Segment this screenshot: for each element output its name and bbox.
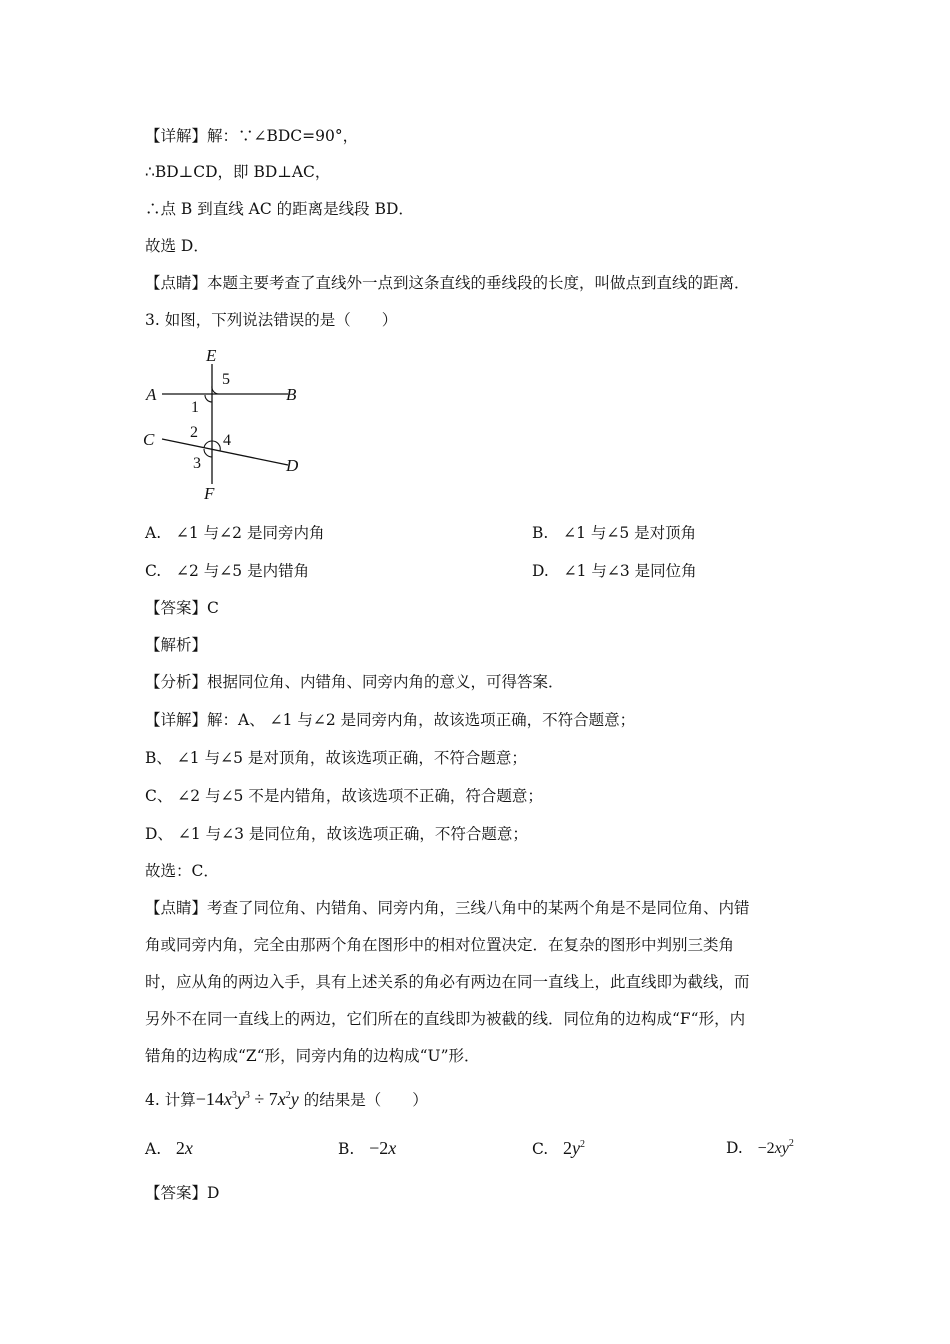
comment-line: 另外不在同一直线上的两边，它们所在的直线即为被截的线．同位角的边构成“F“形，内 — [145, 1010, 746, 1028]
label-1: 1 — [191, 399, 199, 416]
q4-option-d: D. $-2xy^2$ — [726, 1138, 794, 1157]
q4-option-a: A. 2x — [145, 1138, 193, 1158]
text-line: ∴点 B 到直线 AC 的距离是线段 BD． — [145, 200, 414, 218]
detail-line: 【详解】解：A、 ∠1 与∠2 是同旁内角，故该选项正确，不符合题意； — [145, 711, 636, 729]
angle-3-arc — [204, 449, 212, 457]
angle-5-arc — [212, 386, 219, 394]
comment-line: 错角的边构成“Z“形，同旁内角的边构成“U”形． — [145, 1047, 480, 1065]
detail-line: C、 ∠2 与∠5 不是内错角，故该选项不正确，符合题意； — [145, 787, 543, 805]
comment-line: 时，应从角的两边入手，具有上述关系的角必有两边在同一直线上，此直线即为截线，而 — [145, 973, 750, 991]
label-2: 2 — [190, 424, 198, 441]
label-4: 4 — [223, 432, 231, 449]
option-d: D. ∠1 与∠3 是同位角 — [532, 562, 697, 580]
question-4-stem: 4. 计算$-14x^3y^3 \div 7x^2y$ 的结果是（ ） — [145, 1089, 428, 1109]
analysis-heading: 【解析】 — [145, 636, 208, 654]
text-line: ∴BD⊥CD，即 BD⊥AC， — [145, 163, 331, 181]
text-line: 【详解】解：∵∠BDC=90°， — [145, 127, 359, 145]
label-d: D — [286, 456, 299, 475]
question-3-stem: 3. 如图，下列说法错误的是（ ） — [145, 311, 398, 329]
text-line: 【点睛】本题主要考查了直线外一点到这条直线的垂线段的长度，叫做点到直线的距离． — [145, 274, 750, 292]
label-3: 3 — [193, 455, 201, 472]
answer: 【答案】C — [145, 599, 219, 617]
q4-answer: 【答案】D — [145, 1184, 220, 1202]
detail-line: D、 ∠1 与∠3 是同位角，故该选项正确，不符合题意； — [145, 825, 528, 843]
comment-line: 角或同旁内角，完全由那两个角在图形中的相对位置决定．在复杂的图形中判别三类角 — [145, 936, 735, 954]
label-e: E — [206, 346, 217, 365]
label-f: F — [204, 484, 215, 503]
label-a: A — [146, 385, 157, 404]
angle-2-arc — [204, 441, 212, 448]
choice: 故选：C． — [145, 862, 219, 880]
label-5: 5 — [222, 371, 230, 388]
option-b: B. ∠1 与∠5 是对顶角 — [532, 524, 697, 542]
geometry-figure — [140, 344, 320, 504]
comment-line: 【点睛】考查了同位角、内错角、同旁内角，三线八角中的某两个角是不是同位角、内错 — [145, 899, 750, 917]
label-c: C — [143, 430, 155, 449]
angle-1-arc — [205, 395, 212, 402]
detail-line: B、 ∠1 与∠5 是对顶角，故该选项正确，不符合题意； — [145, 749, 527, 767]
option-c: C. ∠2 与∠5 是内错角 — [145, 562, 310, 580]
option-a: A. ∠1 与∠2 是同旁内角 — [145, 524, 325, 542]
text-line: 故选 D． — [145, 237, 209, 255]
q4-option-c: C. $2y^2$ — [532, 1138, 586, 1158]
label-b: B — [286, 385, 297, 404]
analysis: 【分析】根据同位角、内错角、同旁内角的意义，可得答案． — [145, 673, 564, 691]
q4-option-b: B. −2x — [338, 1138, 397, 1158]
